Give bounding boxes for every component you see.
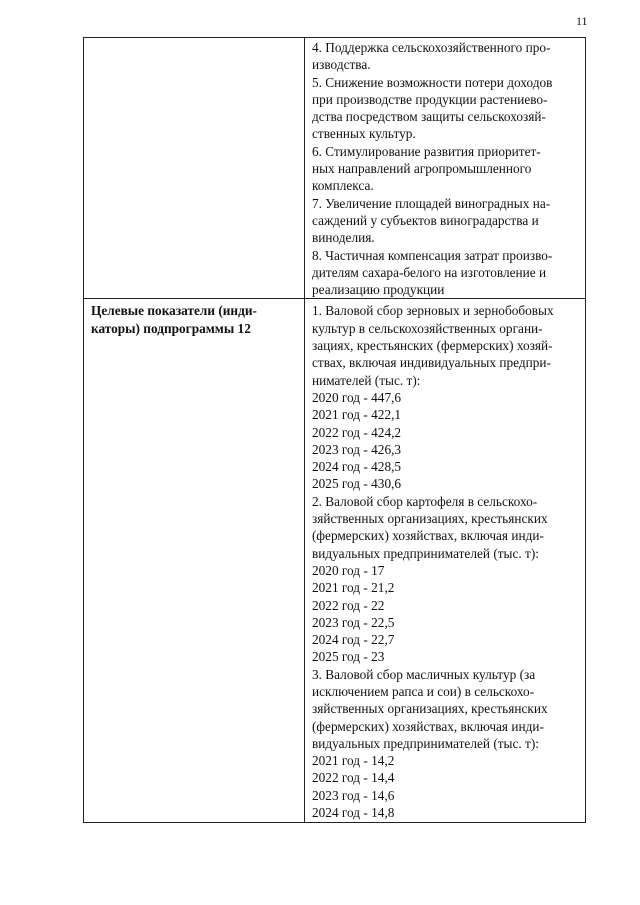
text-line: 2023 год - 22,5 [312,614,395,630]
row-content-cell [305,299,586,823]
text-line: 2023 год - 426,3 [312,441,402,457]
text-line: (фермерских) хозяйствах, включая инди- [312,528,544,544]
text-line: комплекса. [312,178,374,194]
text-line: 2021 год - 21,2 [312,580,395,596]
text-line: 2022 год - 14,4 [312,770,395,786]
text-line: 2022 год - 22 [312,597,385,613]
text-line: виноделия. [312,230,375,246]
text-line: зациях, крестьянских (фермерских) хозяй- [312,338,553,354]
page-number: 11 [576,14,588,28]
text-line: саждений у субъектов виноградарства и [312,212,539,228]
text-line: ствах, включая индивидуальных предпри- [312,355,551,371]
text-line: 2. Валовой сбор картофеля в сельскохо- [312,493,538,509]
text-line: реализацию продукции [312,282,445,298]
row-label-cell [84,38,305,299]
row-label-line: Целевые показатели (инди- [91,303,257,319]
text-line: 1. Валовой сбор зерновых и зернобобовых [312,303,554,319]
table-row-target-indicators [84,299,586,823]
text-line: 3. Валовой сбор масличных культур (за [312,666,536,682]
text-line: 2020 год - 447,6 [312,389,402,405]
text-line: изводства. [312,57,371,73]
text-line: 2022 год - 424,2 [312,424,402,440]
row-label-cell [84,299,305,823]
table-row-tasks [84,38,586,299]
text-line: 8. Частичная компенсация затрат произво- [312,247,553,263]
text-line: 2021 год - 422,1 [312,407,402,423]
text-line: 5. Снижение возможности потери доходов [312,74,553,90]
text-line: ственных культур. [312,126,416,142]
text-line: 4. Поддержка сельскохозяйственного про- [312,40,551,55]
text-line: исключением рапса и сои) в сельскохо- [312,683,535,699]
text-line: зяйственных организациях, крестьянских [312,511,548,527]
subprogram-passport-table [83,37,586,823]
text-line: 2024 год - 22,7 [312,632,395,648]
text-line: зяйственных организациях, крестьянских [312,701,548,717]
row-label-line: каторы) подпрограммы 12 [91,320,251,336]
text-line: (фермерских) хозяйствах, включая инди- [312,718,544,734]
text-line: дства посредством защиты сельскохозяй- [312,109,546,125]
text-line: при производстве продукции растениево- [312,91,548,107]
row-content-cell [305,38,586,299]
text-line: нимателей (тыс. т): [312,372,421,388]
text-line: ных направлений агропромышленного [312,161,532,177]
text-line: 2021 год - 14,2 [312,753,395,769]
text-line: 2024 год - 14,8 [312,805,395,821]
text-line: 2023 год - 14,6 [312,787,395,803]
text-line: 2024 год - 428,5 [312,459,402,475]
text-line: видуальных предпринимателей (тыс. т): [312,545,539,561]
text-line: дителям сахара-белого на изготовление и [312,264,547,280]
text-line: 7. Увеличение площадей виноградных на- [312,195,551,211]
text-line: культур в сельскохозяйственных органи- [312,320,543,336]
text-line: 2020 год - 17 [312,562,385,578]
text-line: 2025 год - 23 [312,649,385,665]
text-line: видуальных предпринимателей (тыс. т): [312,735,539,751]
text-line: 2025 год - 430,6 [312,476,402,492]
text-line: 6. Стимулирование развития приоритет- [312,143,541,159]
